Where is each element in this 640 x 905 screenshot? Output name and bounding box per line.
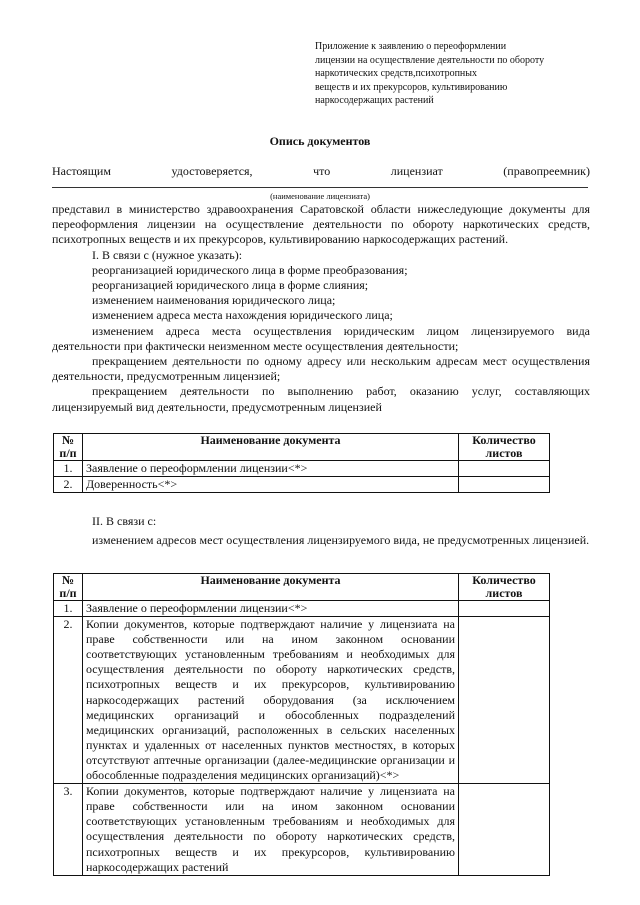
header-name: Наименование документа bbox=[83, 434, 459, 461]
licensee-name-line bbox=[52, 187, 588, 188]
page-title: Опись документов bbox=[269, 134, 371, 148]
table-row bbox=[54, 784, 550, 876]
row-name: Заявление о переоформлении лицензии<*> bbox=[83, 601, 459, 617]
row-num: 2. bbox=[54, 617, 83, 784]
row-name: Копии документов, которые подтверждают наличие у лицензиата на праве собственности или на ином законном основании соответствующих установленным требованиям и необходимых для осуществления деятельности по обороту наркотических средств, психотропных веществ и их прекурсоров, культивированию наркосодержащих растений оборудования (за исключением медицинских организаций и обособленных подразделений медицинских организаций, расположенных в сельских населенных пунктах и удаленных от населенных пунктов местностях, в которых отсутствуют аптечные организации (далее-медицинские организации и обособленные подразделения медицинских организаций)<*> bbox=[83, 617, 459, 784]
row-count bbox=[459, 461, 550, 477]
header-count: Количество листов bbox=[459, 574, 550, 601]
section2 bbox=[52, 512, 590, 550]
certify-word: что bbox=[313, 164, 331, 178]
reason-item: реорганизацией юридического лица в форме слияния; bbox=[92, 278, 369, 293]
certify-word: (правопреемник) bbox=[503, 164, 590, 178]
certify-word: Настоящим bbox=[52, 164, 111, 178]
row-num: 1. bbox=[54, 601, 83, 617]
appendix-line: лицензии на осуществление деятельности по обороту bbox=[315, 54, 545, 66]
header-num: № п/п bbox=[54, 434, 83, 461]
reason-item: реорганизацией юридического лица в форме преобразования; bbox=[92, 262, 408, 277]
reason-item: прекращением деятельности по выполнению работ, оказанию услуг, составляющих лицензируемый вид деятельности, предусмотренным лицензией bbox=[52, 384, 590, 414]
reason-item: изменением наименования юридического лица; bbox=[92, 293, 336, 308]
table-row bbox=[54, 461, 550, 477]
reason-item: изменением адреса места нахождения юридического лица; bbox=[92, 308, 393, 323]
header-name: Наименование документа bbox=[83, 574, 459, 601]
row-name: Доверенность<*> bbox=[83, 477, 459, 493]
section1-heading: I. В связи с (нужное указать): bbox=[92, 247, 243, 262]
reason-item: прекращением деятельности по одному адресу или нескольким адресам мест осуществления деятельности, предусмотренным лицензией; bbox=[52, 354, 590, 384]
appendix-line: веществ и их прекурсоров, культивированию bbox=[315, 81, 508, 93]
row-count bbox=[459, 601, 550, 617]
row-count bbox=[459, 477, 550, 493]
row-count bbox=[459, 784, 550, 876]
certify-word: удостоверяется, bbox=[171, 164, 253, 178]
header-count: Количество листов bbox=[459, 434, 550, 461]
table-row bbox=[54, 617, 550, 784]
row-num: 2. bbox=[54, 477, 83, 493]
certify-line bbox=[52, 164, 590, 179]
header-num: № п/п bbox=[54, 574, 83, 601]
table-header-row bbox=[54, 574, 550, 601]
appendix-line: наркосодержащих растений bbox=[315, 95, 434, 106]
intro-paragraph: представил в министерство здравоохранения Саратовской области нижеследующие документы для переоформления лицензии на осуществление деятельности по обороту наркотических средств, психотропных веществ и их прекурсоров, культивированию наркосодержащих растений. bbox=[52, 202, 590, 247]
row-name: Копии документов, которые подтверждают наличие у лицензиата на праве собственности или на ином законном основании соответствующих установленным требованиям и необходимых для осуществления деятельности по обороту наркотических средств, психотропных веществ и их прекурсоров, культивированию наркосодержащих растений bbox=[83, 784, 459, 876]
body-text bbox=[52, 202, 590, 415]
section2-heading: II. В связи с: bbox=[92, 514, 157, 528]
appendix-line: наркотических средств,психотропных bbox=[315, 68, 478, 79]
appendix-note bbox=[315, 40, 615, 108]
licensee-name-label: (наименование лицензиата) bbox=[270, 191, 370, 201]
row-num: 1. bbox=[54, 461, 83, 477]
reason-item: изменением адреса места осуществления юридическим лицом лицензируемого вида деятельности при фактически неизменном месте осуществления деятельности; bbox=[52, 323, 590, 353]
row-num: 3. bbox=[54, 784, 83, 876]
documents-table-1 bbox=[53, 433, 550, 493]
section2-text: изменением адресов мест осуществления лицензируемого вида, не предусмотренных лицензией. bbox=[92, 533, 590, 547]
table-header-row bbox=[54, 434, 550, 461]
row-name: Заявление о переоформлении лицензии<*> bbox=[83, 461, 459, 477]
table-row bbox=[54, 601, 550, 617]
appendix-line: Приложение к заявлению о переоформлении bbox=[315, 41, 507, 52]
certify-word: лицензиат bbox=[390, 164, 443, 178]
table-row bbox=[54, 477, 550, 493]
documents-table-2 bbox=[53, 573, 550, 876]
row-count bbox=[459, 617, 550, 784]
